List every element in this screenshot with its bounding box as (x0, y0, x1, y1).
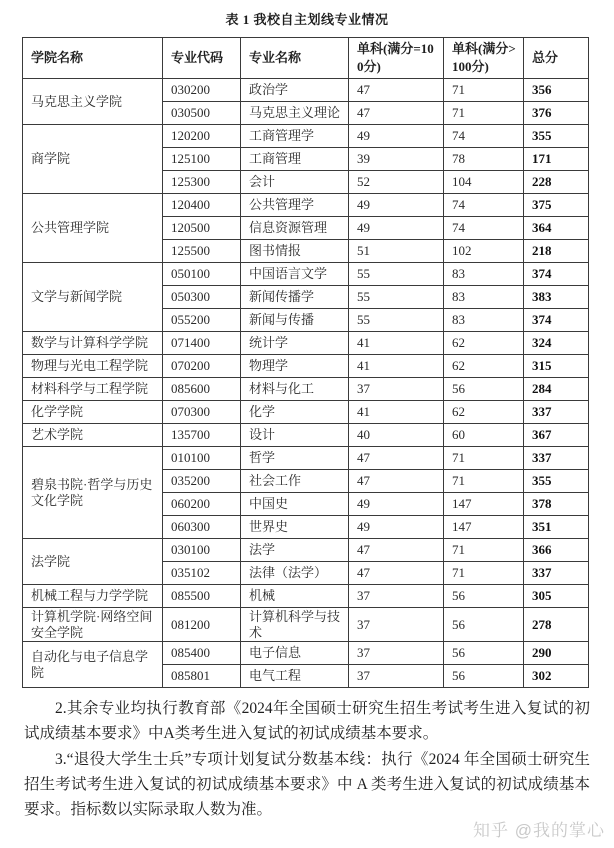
table-row (23, 79, 589, 102)
column-header-5: 总分 (524, 38, 589, 79)
major-code-cell: 085801 (163, 665, 241, 688)
major-code-cell: 070300 (163, 401, 241, 424)
total-score-cell: 284 (524, 378, 589, 401)
total-score-cell: 305 (524, 585, 589, 608)
college-name-cell: 商学院 (23, 125, 163, 194)
table-body (23, 79, 589, 688)
score-gt100-cell: 74 (444, 217, 524, 240)
total-score-cell: 367 (524, 424, 589, 447)
total-score-cell: 383 (524, 286, 589, 309)
header-row (23, 38, 589, 79)
table-row (23, 263, 589, 286)
score-100-cell: 37 (349, 665, 444, 688)
college-name-cell: 机械工程与力学学院 (23, 585, 163, 608)
score-gt100-cell: 102 (444, 240, 524, 263)
major-name-cell: 材料与化工 (241, 378, 349, 401)
score-gt100-cell: 56 (444, 665, 524, 688)
score-gt100-cell: 78 (444, 148, 524, 171)
major-name-cell: 新闻传播学 (241, 286, 349, 309)
score-gt100-cell: 71 (444, 470, 524, 493)
major-code-cell: 030100 (163, 539, 241, 562)
score-100-cell: 40 (349, 424, 444, 447)
college-name-cell: 材料科学与工程学院 (23, 378, 163, 401)
major-name-cell: 中国语言文学 (241, 263, 349, 286)
major-name-cell: 世界史 (241, 516, 349, 539)
college-name-cell: 化学学院 (23, 401, 163, 424)
score-gt100-cell: 83 (444, 263, 524, 286)
major-name-cell: 计算机科学与技术 (241, 608, 349, 642)
major-name-cell: 化学 (241, 401, 349, 424)
score-gt100-cell: 74 (444, 194, 524, 217)
major-code-cell: 125100 (163, 148, 241, 171)
score-100-cell: 39 (349, 148, 444, 171)
major-code-cell: 071400 (163, 332, 241, 355)
total-score-cell: 337 (524, 401, 589, 424)
major-name-cell: 图书情报 (241, 240, 349, 263)
column-header-2: 专业名称 (241, 38, 349, 79)
total-score-cell: 171 (524, 148, 589, 171)
major-code-cell: 060200 (163, 493, 241, 516)
table-row (23, 378, 589, 401)
score-100-cell: 52 (349, 171, 444, 194)
total-score-cell: 374 (524, 309, 589, 332)
major-name-cell: 物理学 (241, 355, 349, 378)
table-row (23, 608, 589, 642)
major-name-cell: 机械 (241, 585, 349, 608)
total-score-cell: 290 (524, 642, 589, 665)
table-row (23, 424, 589, 447)
column-header-3: 单科(满分=100分) (349, 38, 444, 79)
score-gt100-cell: 71 (444, 102, 524, 125)
score-line-table (22, 37, 589, 688)
major-name-cell: 会计 (241, 171, 349, 194)
score-100-cell: 47 (349, 562, 444, 585)
table-row (23, 125, 589, 148)
score-100-cell: 41 (349, 401, 444, 424)
major-code-cell: 035102 (163, 562, 241, 585)
major-code-cell: 030200 (163, 79, 241, 102)
major-code-cell: 010100 (163, 447, 241, 470)
table-row (23, 447, 589, 470)
major-name-cell: 哲学 (241, 447, 349, 470)
score-gt100-cell: 62 (444, 332, 524, 355)
total-score-cell: 375 (524, 194, 589, 217)
score-gt100-cell: 62 (444, 401, 524, 424)
major-code-cell: 125300 (163, 171, 241, 194)
major-name-cell: 法学 (241, 539, 349, 562)
major-code-cell: 030500 (163, 102, 241, 125)
score-gt100-cell: 56 (444, 378, 524, 401)
table-header (23, 38, 589, 79)
note-other-majors: 2.其余专业均执行教育部《2024年全国硕士研究生招生考试考生进入复试的初试成绩基本要求》中A类考生进入复试的初试成绩基本要求。 (24, 700, 590, 743)
score-100-cell: 37 (349, 378, 444, 401)
score-100-cell: 55 (349, 263, 444, 286)
total-score-cell: 337 (524, 562, 589, 585)
major-code-cell: 081200 (163, 608, 241, 642)
major-code-cell: 085600 (163, 378, 241, 401)
total-score-cell: 351 (524, 516, 589, 539)
major-name-cell: 信息资源管理 (241, 217, 349, 240)
college-name-cell: 物理与光电工程学院 (23, 355, 163, 378)
major-code-cell: 055200 (163, 309, 241, 332)
table-row (23, 401, 589, 424)
major-code-cell: 135700 (163, 424, 241, 447)
score-100-cell: 37 (349, 585, 444, 608)
score-gt100-cell: 71 (444, 79, 524, 102)
table-row (23, 539, 589, 562)
table-row (23, 194, 589, 217)
score-gt100-cell: 60 (444, 424, 524, 447)
college-name-cell: 艺术学院 (23, 424, 163, 447)
score-100-cell: 37 (349, 608, 444, 642)
major-code-cell: 050300 (163, 286, 241, 309)
score-gt100-cell: 71 (444, 447, 524, 470)
total-score-cell: 355 (524, 470, 589, 493)
table-row (23, 585, 589, 608)
score-100-cell: 49 (349, 217, 444, 240)
major-code-cell: 060300 (163, 516, 241, 539)
major-name-cell: 社会工作 (241, 470, 349, 493)
college-name-cell: 文学与新闻学院 (23, 263, 163, 332)
score-gt100-cell: 71 (444, 539, 524, 562)
table-row (23, 642, 589, 665)
table-row (23, 332, 589, 355)
total-score-cell: 374 (524, 263, 589, 286)
score-100-cell: 49 (349, 125, 444, 148)
column-header-1: 专业代码 (163, 38, 241, 79)
score-100-cell: 47 (349, 102, 444, 125)
major-name-cell: 新闻与传播 (241, 309, 349, 332)
column-header-4: 单科(满分>100分) (444, 38, 524, 79)
total-score-cell: 378 (524, 493, 589, 516)
college-name-cell: 计算机学院·网络空间安全学院 (23, 608, 163, 642)
major-code-cell: 125500 (163, 240, 241, 263)
major-code-cell: 050100 (163, 263, 241, 286)
major-name-cell: 公共管理学 (241, 194, 349, 217)
total-score-cell: 376 (524, 102, 589, 125)
major-code-cell: 085500 (163, 585, 241, 608)
major-name-cell: 电子信息 (241, 642, 349, 665)
score-gt100-cell: 56 (444, 608, 524, 642)
college-name-cell: 马克思主义学院 (23, 79, 163, 125)
total-score-cell: 228 (524, 171, 589, 194)
score-100-cell: 41 (349, 332, 444, 355)
major-code-cell: 120500 (163, 217, 241, 240)
major-code-cell: 120200 (163, 125, 241, 148)
score-100-cell: 47 (349, 539, 444, 562)
major-name-cell: 法律（法学） (241, 562, 349, 585)
watermark: 知乎 @我的掌心 (473, 821, 605, 840)
score-gt100-cell: 74 (444, 125, 524, 148)
column-header-0: 学院名称 (23, 38, 163, 79)
score-100-cell: 47 (349, 447, 444, 470)
score-gt100-cell: 104 (444, 171, 524, 194)
major-name-cell: 中国史 (241, 493, 349, 516)
total-score-cell: 315 (524, 355, 589, 378)
table-row (23, 355, 589, 378)
score-gt100-cell: 56 (444, 585, 524, 608)
score-gt100-cell: 56 (444, 642, 524, 665)
score-100-cell: 47 (349, 470, 444, 493)
major-code-cell: 035200 (163, 470, 241, 493)
score-100-cell: 41 (349, 355, 444, 378)
score-100-cell: 55 (349, 309, 444, 332)
total-score-cell: 364 (524, 217, 589, 240)
score-gt100-cell: 147 (444, 493, 524, 516)
total-score-cell: 356 (524, 79, 589, 102)
total-score-cell: 218 (524, 240, 589, 263)
total-score-cell: 337 (524, 447, 589, 470)
score-gt100-cell: 62 (444, 355, 524, 378)
total-score-cell: 366 (524, 539, 589, 562)
major-name-cell: 工商管理学 (241, 125, 349, 148)
score-100-cell: 37 (349, 642, 444, 665)
major-name-cell: 设计 (241, 424, 349, 447)
total-score-cell: 324 (524, 332, 589, 355)
score-100-cell: 55 (349, 286, 444, 309)
major-code-cell: 070200 (163, 355, 241, 378)
total-score-cell: 355 (524, 125, 589, 148)
score-gt100-cell: 83 (444, 286, 524, 309)
total-score-cell: 278 (524, 608, 589, 642)
college-name-cell: 自动化与电子信息学院 (23, 642, 163, 688)
note-veteran-plan: 3.“退役大学生士兵”专项计划复试分数基本线：执行《2024 年全国硕士研究生招生考试考生进入复试的初试成绩基本要求》中 A 类考生进入复试的初试成绩基本要求。指标数以实际录取人数为准。 (24, 751, 590, 819)
score-100-cell: 47 (349, 79, 444, 102)
major-code-cell: 120400 (163, 194, 241, 217)
major-name-cell: 马克思主义理论 (241, 102, 349, 125)
score-100-cell: 49 (349, 516, 444, 539)
score-100-cell: 51 (349, 240, 444, 263)
score-100-cell: 49 (349, 493, 444, 516)
score-100-cell: 49 (349, 194, 444, 217)
major-name-cell: 工商管理 (241, 148, 349, 171)
major-code-cell: 085400 (163, 642, 241, 665)
score-gt100-cell: 83 (444, 309, 524, 332)
total-score-cell: 302 (524, 665, 589, 688)
college-name-cell: 公共管理学院 (23, 194, 163, 263)
major-name-cell: 统计学 (241, 332, 349, 355)
major-name-cell: 电气工程 (241, 665, 349, 688)
score-gt100-cell: 71 (444, 562, 524, 585)
college-name-cell: 数学与计算科学学院 (23, 332, 163, 355)
college-name-cell: 法学院 (23, 539, 163, 585)
major-name-cell: 政治学 (241, 79, 349, 102)
college-name-cell: 碧泉书院·哲学与历史文化学院 (23, 447, 163, 539)
table-title: 表 1 我校自主划线专业情况 (225, 12, 389, 27)
score-gt100-cell: 147 (444, 516, 524, 539)
